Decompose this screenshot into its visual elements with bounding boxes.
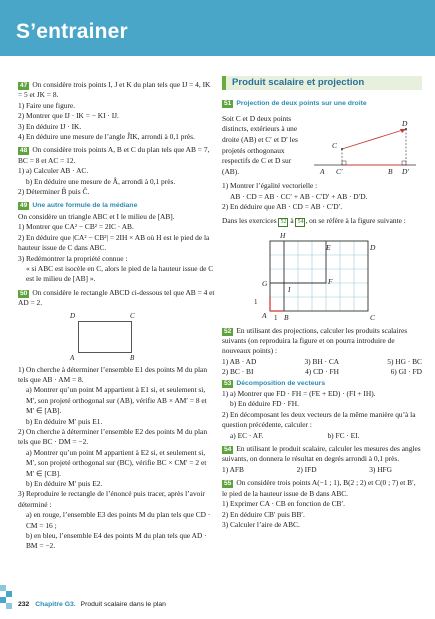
exercise-title: Projection de deux points sur une droite (236, 100, 367, 108)
label-a: A (70, 353, 75, 362)
question: 2) En déduire que |CA² − CB²| = 2IH × AB où H est le pied de la hauteur issue de C dans ABC. (18, 232, 210, 253)
label-c: C (370, 312, 375, 322)
exercise-53 (222, 378, 422, 389)
question: 3) Redémontrer la propriété connue : (18, 253, 128, 263)
item: a) EC · AF. (230, 430, 264, 440)
question: a) en rouge, l’ensemble E3 des points M du plan tels que CD · CM = 16 ; (26, 510, 211, 530)
question: 1) a) Montrer que FD · FH = (FE + ED) · (FI + IH). (222, 389, 376, 399)
item-row (222, 465, 422, 475)
question: b) En déduire une mesure de Â, arrondi à 0,1 près. (26, 176, 176, 186)
unit-label-horizontal: 1 (274, 313, 278, 322)
label-c: C (332, 141, 337, 150)
ref-text: à (290, 215, 294, 225)
question: 2) En décomposant les deux vecteurs de la même manière qu’à la question précédente, calculer : (222, 409, 416, 430)
exercise-number: 53 (224, 379, 232, 387)
item: 5) HG · BC (387, 356, 422, 366)
exercise-text: On considère un triangle ABC et I le milieu de [AB]. (18, 211, 175, 221)
item: 1) AFB (222, 464, 244, 474)
exercise-47 (18, 80, 216, 101)
label-e: E (326, 242, 331, 252)
item: 6) GI · FD (390, 367, 422, 377)
page-title: S’entrainer (16, 20, 128, 43)
exercise-text: On considère trois points A(−1 ; 1), B(2 ; 2) et C(0 ; 7) et B′, le pied de la hauteur issue de B dans ABC. (222, 478, 416, 498)
label-d: D (402, 119, 408, 128)
section-title: Produit scalaire et projection (222, 76, 422, 90)
ref-text: , on se réfère à la figure suivante : (305, 215, 406, 225)
exercise-number: 55 (224, 480, 232, 488)
corner-decoration (0, 585, 14, 615)
question: 2) Déterminer B̂ puis Ĉ. (18, 187, 90, 197)
formula: AB · CD = AB · CC′ + AB · C′D′ + AB · D′D. (230, 191, 368, 201)
label-g: G (262, 278, 268, 288)
projection-figure (310, 119, 420, 179)
exercise-number: 47 (20, 82, 28, 89)
page-header (0, 0, 435, 56)
question: 2) En déduire CB′ puis BB′. (222, 509, 305, 519)
item-row (222, 431, 422, 441)
exercise-text: On considère trois points I, J et K du plan tels que IJ = 4, IK = 5 et JK = 8. (18, 80, 211, 100)
exercise-text: On considère le rectangle ABCD ci-dessous tel que AB = 4 et AD = 2. (18, 287, 215, 308)
chapter-title: Produit scalaire dans le plan (80, 601, 166, 608)
exercise-number: 54 (224, 446, 232, 454)
exercise-number: 50 (20, 289, 28, 297)
label-a: A (320, 167, 325, 176)
item: 4) CD · FH (305, 367, 339, 377)
exercise-ref: 54 (297, 218, 304, 225)
question: 4) En déduire une mesure de l’angle ĴIK, arrondi à 0,1 près. (18, 132, 195, 142)
question: b) En déduire M′ puis E1. (26, 416, 103, 426)
question: « si ABC est isocèle en C, alors le pied de la hauteur issue de C est le milieu de [AB] ». (26, 263, 214, 284)
label-d: D (370, 242, 376, 252)
exercise-title: Décomposition de vecteurs (236, 379, 326, 387)
label-f: F (328, 276, 333, 286)
question: b) en bleu, l’ensemble E4 des points M du plan tels que AD · BM = −2. (26, 531, 207, 551)
question: b) En déduire FD · FH. (230, 399, 299, 409)
question: 1) Montrer que CA² − CB² = 2IC · AB. (18, 222, 134, 232)
exercise-text: Soit C et D deux points distincts, extérieurs à une droite (AB) et C′ et D′ les projetés orthogonaux respectifs de C et D sur (AB). (222, 113, 298, 176)
exercise-51 (222, 98, 422, 109)
unit-label-vertical: 1 (254, 297, 258, 306)
rectangle-abcd (78, 321, 132, 353)
page-footer (18, 601, 166, 608)
exercise-55 (222, 478, 422, 499)
rectangle-figure (68, 311, 216, 363)
question: 1) Montrer l’égalité vectorielle : (222, 181, 318, 191)
exercise-number: 51 (224, 100, 232, 108)
item: 2) IFD (296, 464, 317, 474)
question: b) En déduire M′ puis E2. (26, 479, 103, 488)
exercise-text: On considère trois points A, B et C du plan tels que AB = 7, BC = 8 et AC = 12. (18, 145, 210, 165)
exercise-54 (222, 444, 422, 465)
exercise-number: 52 (224, 327, 232, 335)
label-h: H (280, 230, 286, 240)
question: 1) a) Calculer AB · AC. (18, 166, 89, 176)
label-b: B (130, 353, 135, 362)
chapter-label: Chapitre G3. (35, 601, 76, 608)
question: 2) On cherche à déterminer l’ensemble E2 des points M du plan tels que BC · DM = −2. (18, 426, 208, 447)
label-a: A (262, 310, 267, 320)
page-number: 232 (18, 601, 30, 608)
exercise-ref: 52 (280, 218, 287, 225)
item-row (222, 357, 422, 367)
question: a) Montrer qu’un point M appartient à E2 si, et seulement si, M′, son projeté orthogonal sur (BC), vérifie BC × CM′ = 2 et M′ ∈ [CB]. (26, 447, 207, 478)
exercise-49 (18, 200, 216, 211)
question: 2) Montrer que IJ · IK = − KI · IJ. (18, 111, 119, 121)
exercise-52 (222, 326, 422, 357)
exercise-text: En utilisant des projections, calculer les produits scalaires suivants (on reproduira la figure et on pourra introduire de nouveaux points) : (222, 325, 408, 356)
exercise-48 (18, 145, 216, 166)
item: 2) BC · BI (222, 367, 254, 377)
ref-text: Dans les exercices (222, 215, 277, 225)
label-b: B (388, 167, 393, 176)
label-d: D (70, 311, 76, 320)
exercise-number: 48 (20, 147, 28, 155)
exercise-50 (18, 288, 216, 309)
left-column (18, 80, 216, 552)
item: 1) AB · AD (222, 356, 257, 366)
question: 1) On cherche à déterminer l’ensemble E1 des points M du plan tels que AB · AM = 8. (18, 364, 208, 384)
item: 3) BH · CA (304, 356, 340, 366)
item: b) FC · EI. (327, 430, 360, 440)
item-row (222, 367, 422, 377)
grid-figure (254, 230, 422, 323)
item: 3) HFG (369, 464, 392, 474)
label-d-prime: D′ (402, 167, 409, 176)
question: 3) Calculer l’aire de ABC. (222, 519, 300, 529)
label-c-prime: C′ (336, 167, 343, 176)
question: 3) Reproduire le rectangle de l’énoncé puis tracer, après l’avoir déterminé : (18, 489, 205, 509)
label-c: C (130, 311, 135, 320)
question: 1) Faire une figure. (18, 100, 76, 110)
label-i: I (288, 284, 291, 294)
exercise-title: Une autre formule de la médiane (32, 202, 138, 210)
label-b: B (284, 312, 289, 322)
reference-text (222, 216, 422, 227)
question: a) Montrer qu’un point M appartient à E1 si, et seulement si, M′, son projeté orthogonal sur (AB), vérifie AB × AM′ = 8 et M′ ∈ [AB]. (26, 385, 207, 416)
exercise-number: 49 (20, 202, 28, 210)
question: 1) Exprimer CA · CB en fonction de CB′. (222, 499, 345, 509)
exercise-text: En utilisant le produit scalaire, calculer les mesures des angles suivants, on donnera le résultat en degrés arrondi à 0,1 près. (222, 444, 421, 464)
question: 2) En déduire que AB · CD = AB · C′D′. (222, 202, 343, 212)
question: 3) En déduire IJ · IK. (18, 121, 82, 131)
